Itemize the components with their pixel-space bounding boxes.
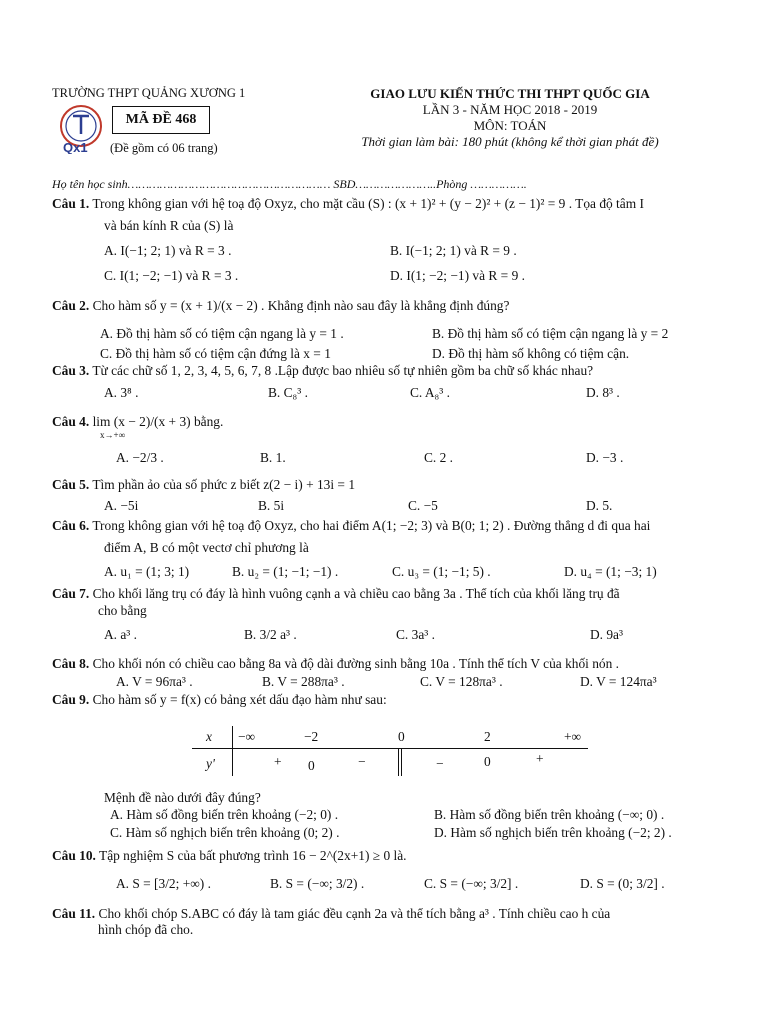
question-3: Câu 3. Từ các chữ số 1, 2, 3, 4, 5, 6, 7, 8 .Lập được bao nhiêu số tự nhiên gồm ba chữ số khác nhau? xyxy=(52,363,594,378)
q5-option-a: A. −5i xyxy=(104,498,139,513)
q3-option-d: D. 8³ . xyxy=(586,385,620,400)
q10-option-c: C. S = (−∞; 3/2] . xyxy=(424,876,519,891)
q10-option-a: A. S = [3/2; +∞) . xyxy=(116,876,211,891)
q7-option-d: D. 9a³ xyxy=(590,627,624,642)
exam-subject: MÔN: TOÁN xyxy=(473,118,547,133)
sign-table-sign: − xyxy=(358,754,366,769)
question-8: Câu 8. Cho khối nón có chiều cao bằng 8a và độ dài đường sinh bằng 10a . Tính thể tích V của khối nón . xyxy=(52,656,620,671)
q3-option-c: C. A₈³ . xyxy=(410,385,450,400)
question-11-line2: hình chóp đã cho. xyxy=(98,922,194,937)
question-11: Câu 11. Cho khối chóp S.ABC có đáy là tam giác đều cạnh 2a và thể tích bằng a³ . Tính chiều cao h của xyxy=(52,906,611,921)
sign-table-double-bar-1 xyxy=(398,749,399,776)
q4-option-c: C. 2 . xyxy=(424,450,454,465)
sign-table-sign: − xyxy=(436,756,444,771)
q8-option-d: D. V = 124πa³ xyxy=(580,674,657,689)
exam-round: LẦN 3 - NĂM HỌC 2018 - 2019 xyxy=(422,102,598,117)
q9-option-c: C. Hàm số nghịch biến trên khoảng (0; 2) . xyxy=(110,825,340,840)
q8-option-b: B. V = 288πa³ . xyxy=(262,674,345,689)
logo-text: Qx1 xyxy=(63,140,88,154)
exam-code-box: MÃ ĐỀ 468 xyxy=(112,106,210,134)
question-1: Câu 1. Trong không gian với hệ toạ độ Oxyz, cho mặt cầu (S) : (x + 1)² + (y − 2)² + (z − 1)² = 9 . Tọa độ tâm I xyxy=(52,196,644,211)
question-10: Câu 10. Tập nghiệm S của bất phương trình 16 − 2^(2x+1) ≥ 0 là. xyxy=(52,848,407,863)
sign-table-vline xyxy=(232,726,233,776)
exam-time: Thời gian làm bài: 180 phút (không kể thời gian phát đề) xyxy=(361,134,659,149)
sign-table-sign: + xyxy=(536,751,544,766)
q4-option-d: D. −3 . xyxy=(586,450,624,465)
q5-option-b: B. 5i xyxy=(258,498,285,513)
question-5: Câu 5. Tìm phần ảo của số phức z biết z(2 − i) + 13i = 1 xyxy=(52,477,356,492)
q6-option-d: D. u₄ = (1; −3; 1) xyxy=(564,564,657,579)
sign-table-x-label: x xyxy=(206,729,212,744)
q2-option-c: C. Đồ thị hàm số có tiệm cận đứng là x = 1 xyxy=(100,346,331,361)
q3-option-a: A. 3⁸ . xyxy=(104,385,139,400)
question-6-line2: điểm A, B có một vectơ chỉ phương là xyxy=(104,540,309,555)
sign-table-x-value: 0 xyxy=(398,729,405,744)
question-7-line2: cho bằng xyxy=(98,603,147,618)
question-6: Câu 6. Trong không gian với hệ toạ độ Oxyz, cho hai điểm A(1; −2; 3) và B(0; 1; 2) . Đường thẳng d đi qua hai xyxy=(52,518,651,533)
sign-table-sign: 0 xyxy=(484,754,491,769)
sign-table-sign: 0 xyxy=(308,758,315,773)
q7-option-a: A. a³ . xyxy=(104,627,138,642)
q2-option-b: B. Đồ thị hàm số có tiệm cận ngang là y = 2 xyxy=(432,326,669,341)
q4-limit-subscript: x→+∞ xyxy=(100,430,125,440)
q6-option-a: A. u₁ = (1; 3; 1) xyxy=(104,564,190,579)
sign-table-x-value: +∞ xyxy=(564,729,582,744)
sign-table-x-value: −2 xyxy=(304,729,319,744)
q6-option-b: B. u₂ = (1; −1; −1) . xyxy=(232,564,339,579)
question-1-line2: và bán kính R của (S) là xyxy=(104,218,234,233)
question-9: Câu 9. Cho hàm số y = f(x) có bảng xét dấu đạo hàm như sau: xyxy=(52,692,387,707)
question-7: Câu 7. Cho khối lăng trụ có đáy là hình vuông cạnh a và chiều cao bằng 3a . Thể tích của khối lăng trụ đã xyxy=(52,586,620,601)
q10-option-d: D. S = (0; 3/2] . xyxy=(580,876,665,891)
q5-option-c: C. −5 xyxy=(408,498,438,513)
sign-table-double-bar-2 xyxy=(401,749,402,776)
q9-option-b: B. Hàm số đồng biến trên khoảng (−∞; 0) . xyxy=(434,807,665,822)
q1-option-b: B. I(−1; 2; 1) và R = 9 . xyxy=(390,243,517,258)
q9-option-a: A. Hàm số đồng biến trên khoảng (−2; 0) . xyxy=(110,807,339,822)
q10-option-b: B. S = (−∞; 3/2) . xyxy=(270,876,365,891)
q7-option-b: B. 3/2 a³ . xyxy=(244,627,297,642)
sign-table-y-label: y' xyxy=(206,756,215,771)
q1-option-d: D. I(1; −2; −1) và R = 9 . xyxy=(390,268,525,283)
q2-option-d: D. Đồ thị hàm số không có tiệm cận. xyxy=(432,346,630,361)
sign-table-sign: + xyxy=(274,754,282,769)
school-logo xyxy=(56,104,106,154)
sign-table-hline xyxy=(192,748,588,749)
q8-option-a: A. V = 96πa³ . xyxy=(116,674,193,689)
q1-option-a: A. I(−1; 2; 1) và R = 3 . xyxy=(104,243,232,258)
question-2: Câu 2. Cho hàm số y = (x + 1)/(x − 2) . Khẳng định nào sau đây là khẳng định đúng? xyxy=(52,298,510,313)
q6-option-c: C. u₃ = (1; −1; 5) . xyxy=(392,564,491,579)
pages-note: (Đề gồm có 06 trang) xyxy=(110,141,218,155)
question-4: Câu 4. lim (x − 2)/(x + 3) bằng. xyxy=(52,414,224,429)
q7-option-c: C. 3a³ . xyxy=(396,627,435,642)
q4-option-b: B. 1. xyxy=(260,450,286,465)
student-info-line: Họ tên học sinh………………………………………………… SBD…………………..Phòng ……………. xyxy=(52,177,527,191)
q9-option-d: D. Hàm số nghịch biến trên khoảng (−2; 2) . xyxy=(434,825,672,840)
sign-table-x-value: −∞ xyxy=(238,729,256,744)
q2-option-a: A. Đồ thị hàm số có tiệm cận ngang là y = 1 . xyxy=(100,326,344,341)
q4-option-a: A. −2/3 . xyxy=(116,450,164,465)
question-9-prompt: Mệnh đề nào dưới đây đúng? xyxy=(104,790,261,805)
school-name: TRƯỜNG THPT QUẢNG XƯƠNG 1 xyxy=(52,86,246,100)
sign-table-x-value: 2 xyxy=(484,729,491,744)
q5-option-d: D. 5. xyxy=(586,498,613,513)
q3-option-b: B. C₈³ . xyxy=(268,385,308,400)
q1-option-c: C. I(1; −2; −1) và R = 3 . xyxy=(104,268,239,283)
sign-table xyxy=(192,726,588,776)
exam-title: GIAO LƯU KIẾN THỨC THI THPT QUỐC GIA xyxy=(370,86,650,101)
q8-option-c: C. V = 128πa³ . xyxy=(420,674,503,689)
